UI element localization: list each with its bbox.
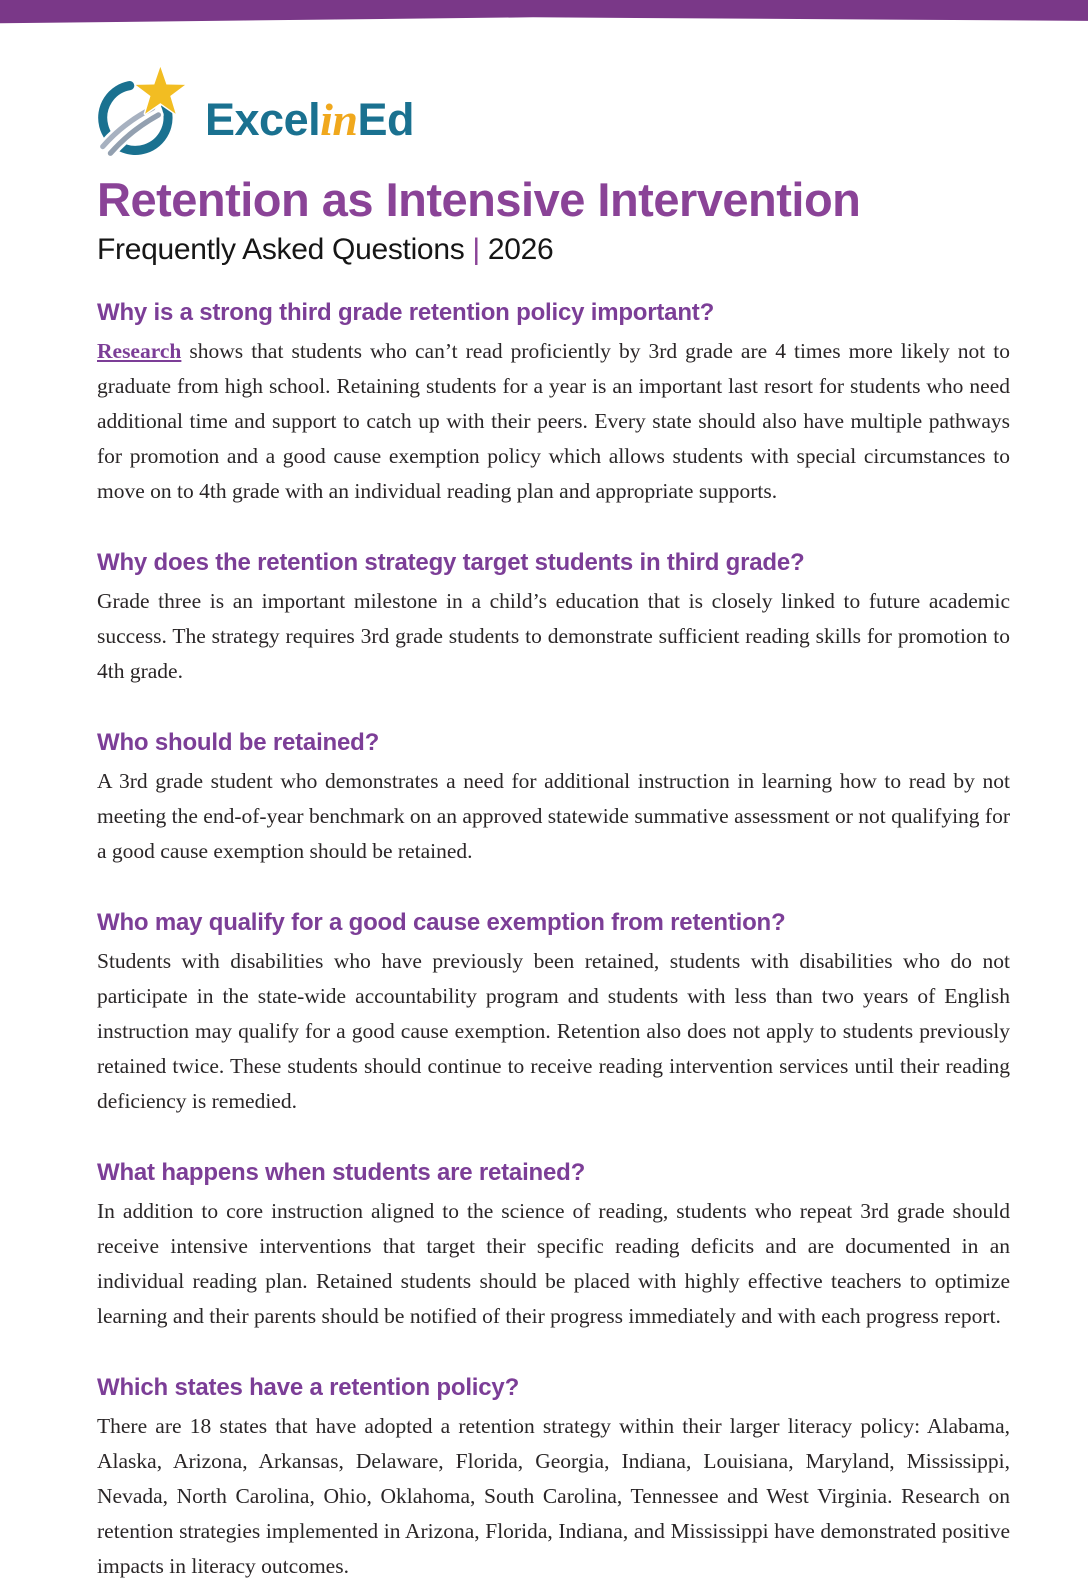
faq-section-what-happens [97, 1159, 1010, 1334]
section-heading: Which states have a retention policy? [97, 1374, 520, 1401]
section-paragraph: Students with disabilities who have previously been retained, students with disabilities who do not participate in the state-wide accountability program and students with less than two years of English instruction may qualify for a good cause exemption. Retention also does not apply to students previously retained twice. These students should continue to receive reading intervention services until their reading deficiency is remedied. [97, 949, 1010, 1113]
masthead [97, 64, 1010, 267]
subtitle-divider: | [472, 233, 480, 266]
research-link[interactable]: Research [97, 339, 182, 363]
excelined-logo-text [205, 79, 414, 146]
section-paragraph: Grade three is an important milestone in a child’s education that is closely linked to future academic success. The strategy requires 3rd grade students to demonstrate sufficient reading skills for promotion to 4th grade. [97, 589, 1010, 683]
faq-section-who-retained [97, 729, 1010, 869]
faq-section-third-grade-target [97, 549, 1010, 689]
section-paragraph: A 3rd grade student who demonstrates a need for additional instruction in learning how to read by not meeting the end-of-year benchmark on an approved statewide summative assessment or not qualifying for a good cause exemption should be retained. [97, 769, 1010, 863]
page-subtitle [97, 233, 1010, 267]
section-paragraph: In addition to core instruction aligned to the science of reading, students who repeat 3rd grade should receive intensive interventions that target their specific reading deficits and are documented in an individual reading plan. Retained students should be placed with highly effective teachers to optimize learning and their parents should be notified of their progress immediately and with each progress report. [97, 1199, 1010, 1328]
faq-section-which-states [97, 1374, 1010, 1584]
faq-section-importance [97, 299, 1010, 509]
subtitle-year: 2026 [487, 233, 554, 266]
subtitle-text: Frequently Asked Questions [97, 233, 465, 266]
faq-body [97, 299, 1010, 1584]
section-heading: Who should be retained? [97, 729, 380, 756]
section-body-text: shows that students who can’t read proficiently by 3rd grade are 4 times more likely not to graduate from high school. Retaining students for a year is an important last resort for students who need additional time and support to catch up with their peers. Every state should also have multiple pathways for promotion and a good cause exemption policy which allows students with special circumstances to move on to 4th grade with an individual reading plan and appropriate supports. [97, 339, 1010, 503]
section-heading: Why is a strong third grade retention policy important? [97, 299, 715, 326]
excelined-star-swoosh-icon [97, 64, 193, 160]
page-title: Retention as Intensive Intervention [97, 173, 861, 226]
section-heading: Who may qualify for a good cause exemption from retention? [97, 909, 786, 936]
logo-word-excel: Excel [205, 93, 321, 145]
faq-section-good-cause-exemption [97, 909, 1010, 1119]
excelined-logo [97, 64, 1010, 160]
section-paragraph [97, 334, 1010, 509]
logo-word-ed: Ed [357, 93, 414, 145]
section-heading: Why does the retention strategy target students in third grade? [97, 549, 805, 576]
section-heading: What happens when students are retained? [97, 1159, 586, 1186]
logo-word-in: in [320, 93, 358, 145]
top-banner [0, 0, 1088, 24]
section-paragraph: There are 18 states that have adopted a retention strategy within their larger literacy policy: Alabama, Alaska, Arizona, Arkansas, Delaware, Florida, Georgia, Indiana, Louisiana, Maryland, Mississippi, Nevada, North Carolina, Ohio, Oklahoma, South Carolina, Tennessee and West Virginia. Research on retention strategies implemented in Arizona, Florida, Indiana, and Mississippi have demonstrated positive impacts in literacy outcomes. [97, 1414, 1010, 1578]
